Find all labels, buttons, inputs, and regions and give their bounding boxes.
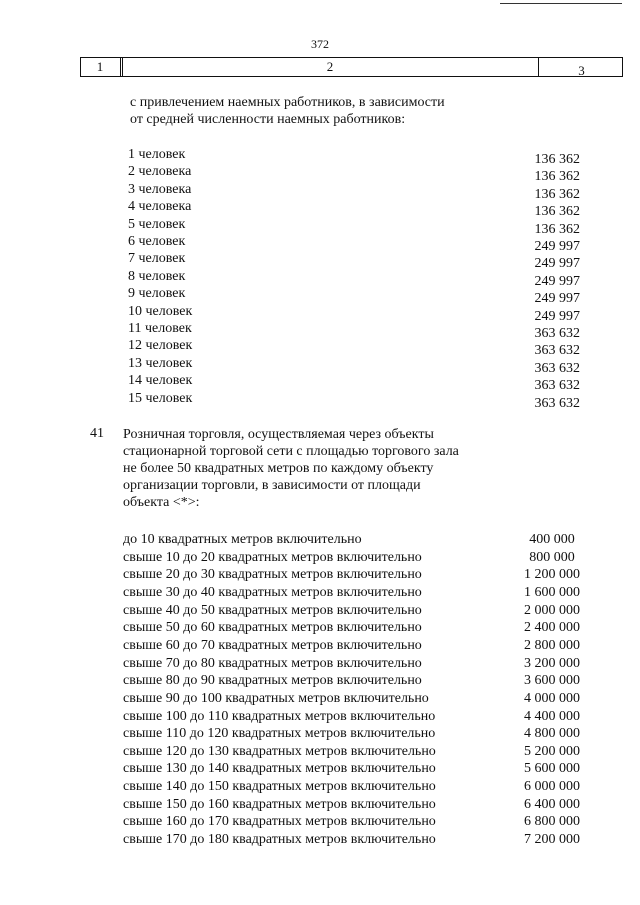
employee-count-value: 249 997 [534,291,580,307]
area-range-label: свыше 140 до 150 квадратных метров включительно [123,779,436,795]
area-range-value: 6 000 000 [524,779,580,795]
employee-count-label: 10 человек [128,303,193,319]
area-range-label: свыше 90 до 100 квадратных метров включительно [123,690,429,706]
area-range-value: 4 000 000 [524,690,580,706]
area-range-value: 5 600 000 [524,761,580,777]
area-range-label: свыше 170 до 180 квадратных метров включительно [123,832,436,848]
employee-count-value: 363 632 [534,326,580,341]
area-range-value: 2 400 000 [524,620,580,636]
area-range-value: 6 800 000 [524,814,580,830]
employee-count-value: 249 997 [534,239,580,254]
employee-count-label: 6 человек [128,234,186,249]
header-col-2: 2 [326,59,334,74]
employee-count-label: 5 человек [128,216,186,232]
employee-count-label: 3 человека [128,181,192,197]
area-range-value: 3 200 000 [524,655,580,671]
employee-count-value: 136 362 [534,221,580,237]
employee-count-label: 14 человек [128,373,193,389]
area-range-label: свыше 120 до 130 квадратных метров включительно [123,743,436,759]
item-description: Розничная торговля, осуществляемая через объекты стационарной торговой сети с площадью торгового зала не более 50 квадратных метров по каждому объекту организации торговли, в зависимости от площади объекта <*>: [123,427,459,510]
employee-count-label: 1 человек [128,147,186,162]
area-range-label: свыше 60 до 70 квадратных метров включительно [123,637,422,653]
corner-rule [500,3,622,4]
employee-count-label: 15 человек [128,390,193,406]
area-range-value: 400 000 [529,532,575,547]
area-range-label: свыше 10 до 20 квадратных метров включительно [123,549,422,565]
area-range-value: 5 200 000 [524,743,580,759]
area-range-value: 3 600 000 [524,673,580,689]
employee-count-label: 13 человек [128,355,193,371]
area-range-value: 1 200 000 [524,567,580,583]
area-range-value: 7 200 000 [524,832,580,848]
employee-count-value: 249 997 [534,273,580,289]
area-range-label: свыше 50 до 60 квадратных метров включительно [123,620,422,636]
employee-count-label: 4 человека [128,199,192,215]
area-range-label: свыше 150 до 160 квадратных метров включительно [123,796,436,812]
employee-count-value: 249 997 [534,308,580,324]
header-divider [538,57,539,76]
area-range-value: 800 000 [529,549,575,565]
area-range-label: свыше 70 до 80 квадратных метров включительно [123,655,422,671]
employee-count-label: 7 человек [128,251,186,267]
employee-count-label: 9 человек [128,286,186,302]
header-col-1: 1 [96,59,104,74]
area-range-value: 4 400 000 [524,708,580,724]
area-range-label: свыше 30 до 40 квадратных метров включительно [123,584,422,600]
area-range-label: свыше 110 до 120 квадратных метров включительно [123,726,436,742]
employee-count-label: 12 человек [128,338,193,354]
area-range-value: 6 400 000 [524,796,580,812]
header-divider [120,57,121,76]
area-range-value: 1 600 000 [524,584,580,600]
area-range-label: до 10 квадратных метров включительно [123,532,362,547]
employee-count-value: 363 632 [534,395,580,411]
employee-count-label: 11 человек [128,321,192,336]
area-range-label: свыше 130 до 140 квадратных метров включительно [123,761,436,777]
employee-count-label: 8 человек [128,268,186,284]
employee-count-value: 136 362 [534,204,580,220]
item-number: 41 [90,426,104,441]
area-range-label: свыше 160 до 170 квадратных метров включительно [123,814,436,830]
area-range-value: 2 800 000 [524,637,580,653]
area-range-label: свыше 40 до 50 квадратных метров включительно [123,602,422,618]
employee-count-value: 136 362 [534,152,580,167]
employee-count-label: 2 человека [128,164,192,180]
column-header-table [80,57,623,77]
area-range-value: 2 000 000 [524,602,580,618]
header-col-3: 3 [578,63,585,78]
area-range-label: свыше 20 до 30 квадратных метров включительно [123,567,422,583]
employee-count-value: 136 362 [534,186,580,202]
page-number: 372 [311,37,329,51]
employee-count-value: 363 632 [534,378,580,394]
area-range-value: 4 800 000 [524,726,580,742]
area-range-label: свыше 80 до 90 квадратных метров включительно [123,673,422,689]
employee-count-value: 363 632 [534,360,580,376]
employee-count-value: 363 632 [534,343,580,359]
employee-count-value: 249 997 [534,256,580,272]
employee-count-value: 136 362 [534,169,580,185]
area-range-label: свыше 100 до 110 квадратных метров включительно [123,708,436,724]
section-intro: с привлечением наемных работников, в зависимости от средней численности наемных работников: [130,95,445,127]
